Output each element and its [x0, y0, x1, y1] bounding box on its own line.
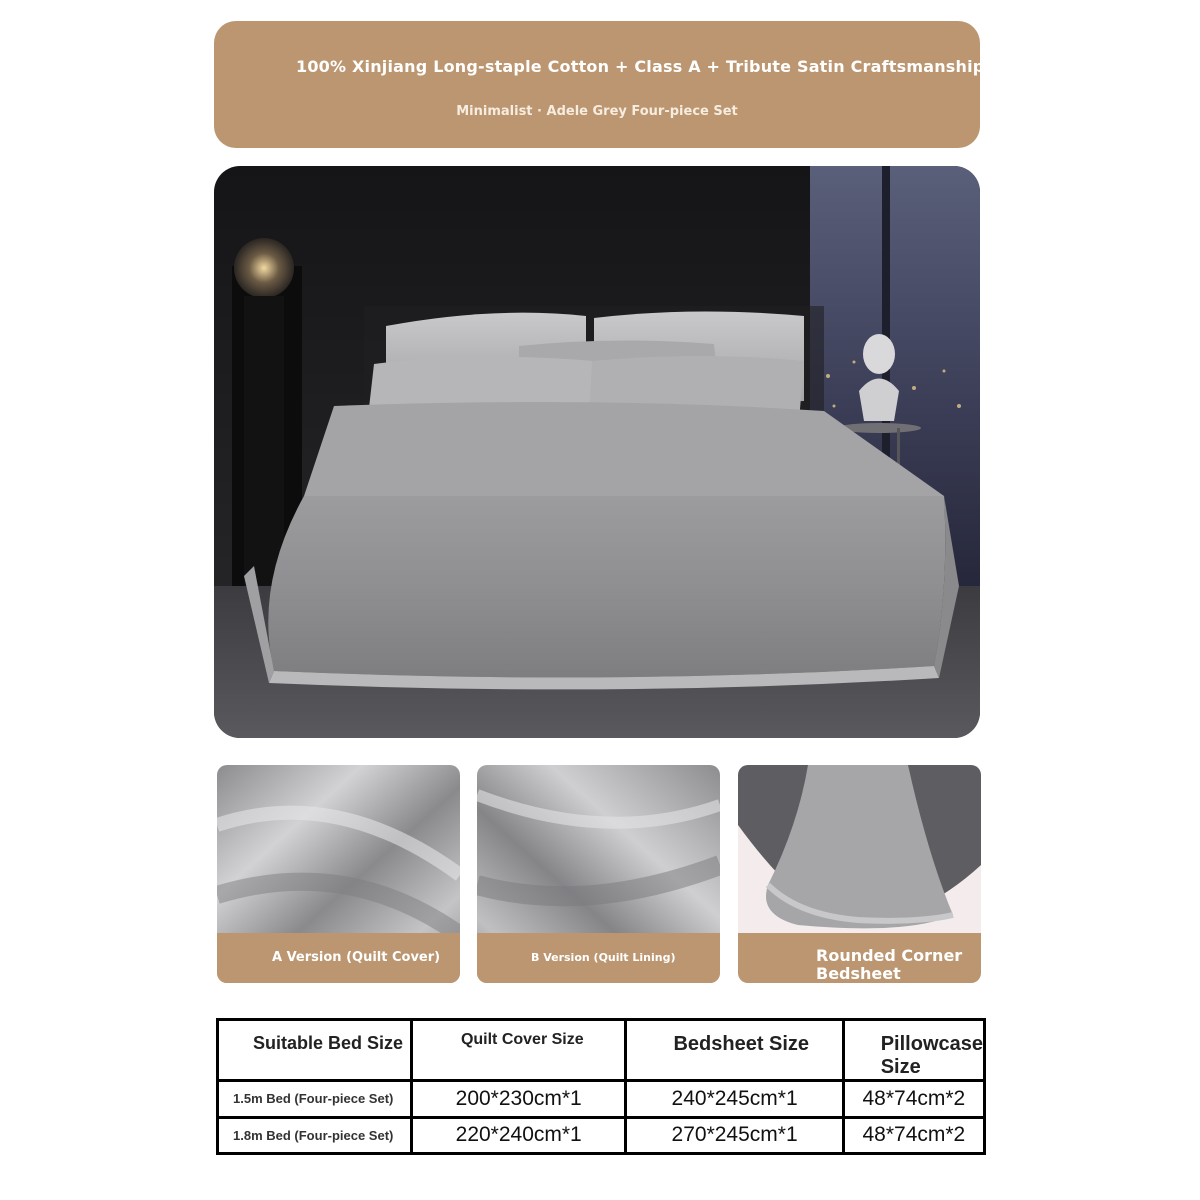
thumb-caption: B Version (Quilt Lining) — [531, 951, 676, 964]
thumb-caption: Rounded Corner Bedsheet — [816, 946, 963, 983]
row-pillowcase: 48*74cm*2 — [843, 1081, 984, 1118]
banner-subtitle: Minimalist · Adele Grey Four-piece Set — [456, 104, 738, 119]
hero-product-image — [214, 166, 980, 738]
row-quilt-cover: 200*230cm*1 — [411, 1081, 626, 1118]
thumb-quilt-lining — [477, 765, 720, 983]
header-quilt-cover-size: Quilt Cover Size — [411, 1020, 626, 1081]
thumb-rounded-corner-bedsheet — [738, 765, 981, 983]
header-bedsheet-size: Bedsheet Size — [626, 1020, 843, 1081]
thumb-caption: A Version (Quilt Cover) — [272, 950, 441, 965]
row-quilt-cover: 220*240cm*1 — [411, 1117, 626, 1154]
table-header-row — [218, 1020, 985, 1081]
size-spec-table — [216, 1018, 986, 1155]
row-bedsheet: 240*245cm*1 — [626, 1081, 843, 1118]
table-row — [218, 1081, 985, 1118]
title-banner — [214, 21, 985, 148]
bedroom-scene-illustration — [214, 166, 980, 738]
row-bed-size: 1.8m Bed (Four-piece Set) — [218, 1117, 412, 1154]
banner-title: 100% Xinjiang Long-staple Cotton + Class A + Tribute Satin Craftsmanship — [296, 57, 985, 76]
row-bed-size: 1.5m Bed (Four-piece Set) — [218, 1081, 412, 1118]
header-pillowcase-size: Pillowcase Size — [843, 1020, 984, 1081]
header-bed-size: Suitable Bed Size — [218, 1020, 412, 1081]
table-row — [218, 1117, 985, 1154]
row-pillowcase: 48*74cm*2 — [843, 1117, 984, 1154]
thumb-quilt-cover — [217, 765, 460, 983]
row-bedsheet: 270*245cm*1 — [626, 1117, 843, 1154]
